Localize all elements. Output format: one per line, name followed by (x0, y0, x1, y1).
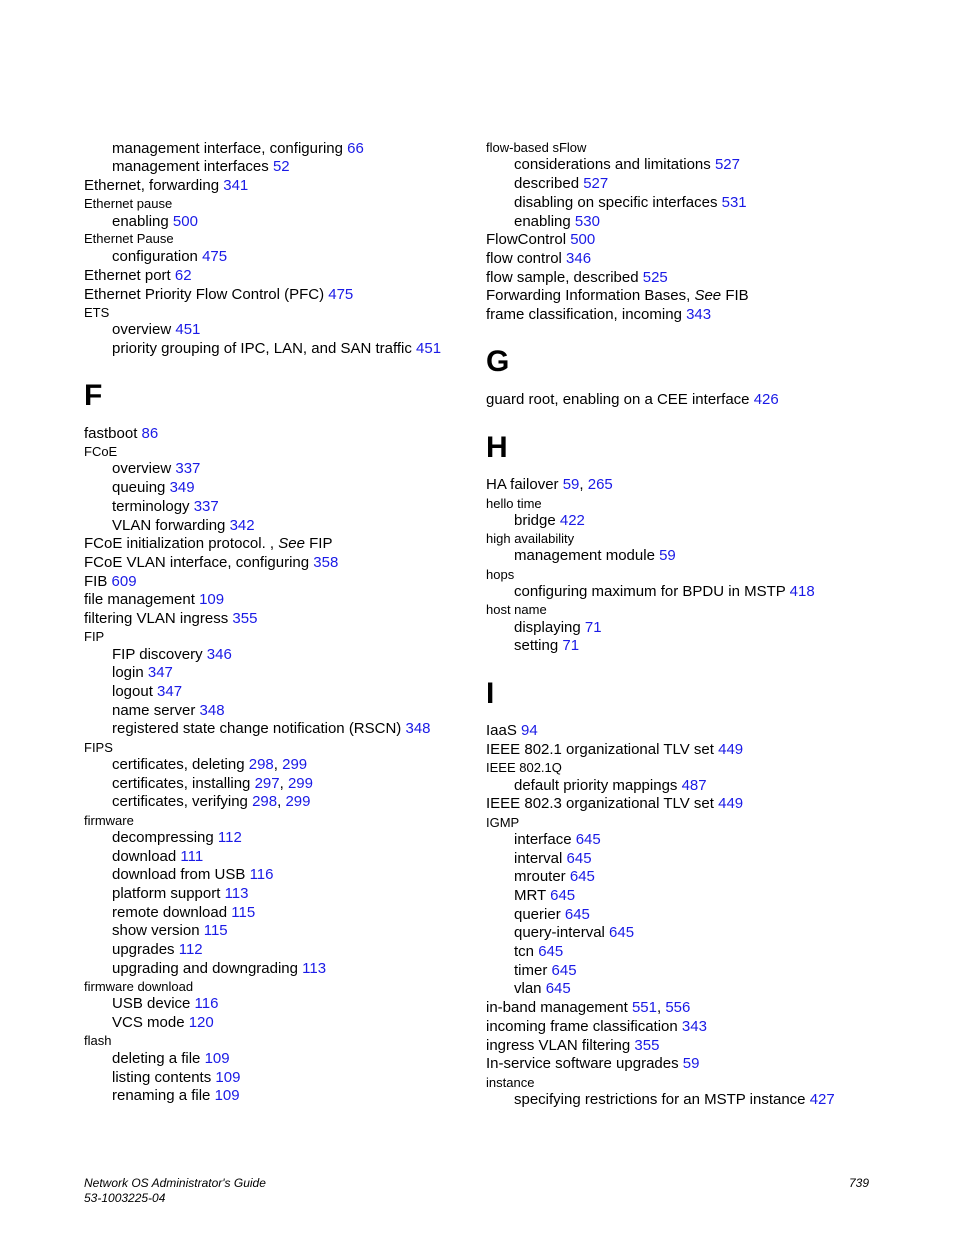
entry-term: FCoE (84, 444, 118, 459)
section-letter: I (486, 677, 495, 710)
page-link[interactable]: 298 (248, 756, 274, 773)
index-subentry (112, 213, 198, 231)
page-link[interactable]: 475 (328, 286, 354, 303)
index-heading (486, 602, 547, 618)
entry-term: ingress VLAN filtering (486, 1037, 631, 1054)
index-subentry (514, 906, 590, 924)
index-heading (84, 629, 104, 645)
entry-term: mrouter (514, 868, 566, 885)
index-subentry (514, 175, 608, 193)
page-link[interactable]: 556 (665, 999, 691, 1016)
page-link[interactable]: 66 (347, 140, 364, 157)
page-link[interactable]: 52 (272, 158, 290, 175)
entry-term: download (112, 848, 177, 865)
index-subentry (514, 213, 600, 231)
page-link[interactable]: 609 (111, 573, 137, 590)
entry-term: instance (486, 1075, 535, 1090)
entry-term: Forwarding Information Bases, (486, 287, 691, 304)
index-entry (84, 267, 192, 285)
page-link[interactable]: 475 (202, 248, 228, 265)
page-link[interactable]: 527 (583, 175, 609, 192)
entry-term: certificates, deleting (112, 756, 245, 773)
page-link[interactable]: 347 (157, 683, 183, 700)
index-subentry (514, 980, 571, 998)
page-link[interactable]: 297 (254, 775, 280, 792)
footer-guide-title: Network OS Administrator's Guide (84, 1176, 266, 1190)
index-subentry (514, 583, 815, 601)
page-link[interactable]: 348 (199, 702, 225, 719)
entry-term: displaying (514, 619, 581, 636)
footer-doc-number: 53-1003225-04 (84, 1191, 166, 1205)
entry-term: guard root, enabling on a CEE interface (486, 391, 750, 408)
page-link[interactable]: 355 (634, 1037, 660, 1054)
page-link[interactable]: 109 (214, 1087, 240, 1104)
index-subentry (514, 887, 575, 905)
page-link[interactable]: 551 (631, 999, 657, 1016)
entry-term: FIB (84, 573, 108, 590)
entry-term: download from USB (112, 866, 246, 883)
entry-term: tcn (514, 943, 535, 960)
page-link[interactable]: 299 (287, 775, 313, 792)
index-heading (486, 1075, 534, 1091)
entry-term: ETS (84, 305, 110, 320)
page-link[interactable]: 299 (285, 793, 311, 810)
section-letter: H (486, 431, 508, 464)
index-subentry (112, 321, 200, 339)
entry-term: hops (486, 567, 515, 582)
entry-term: MRT (514, 887, 546, 904)
page-link[interactable]: 348 (405, 720, 431, 737)
page-link[interactable]: 109 (199, 591, 225, 608)
index-subentry (112, 1069, 240, 1087)
index-subentry (112, 140, 364, 158)
index-subentry (514, 777, 707, 795)
index-subentry: certificates, deleting 298, 299 (112, 756, 308, 773)
index-subentry (514, 512, 585, 530)
page-link[interactable]: 527 (714, 156, 740, 173)
page-link[interactable]: 449 (718, 795, 744, 812)
index-subentry (112, 498, 219, 516)
entry-term: firmware download (84, 979, 194, 994)
page-link[interactable]: 426 (753, 391, 779, 408)
index-entry (486, 287, 749, 305)
section-letter: G (486, 345, 510, 378)
index-subentry (514, 831, 601, 849)
index-heading (84, 813, 134, 829)
page-link[interactable]: 337 (193, 498, 219, 515)
page-link[interactable]: 342 (229, 517, 255, 534)
entry-term: fastboot (84, 425, 138, 442)
page-link[interactable]: 355 (232, 610, 258, 627)
index-subentry (112, 517, 255, 535)
index-entry (84, 554, 338, 572)
index-subentry (112, 158, 290, 176)
index-entry: in-band management 551, 556 (486, 999, 691, 1016)
index-heading (84, 444, 117, 460)
see-reference: See (694, 287, 722, 304)
page-link[interactable]: 298 (252, 793, 278, 810)
index-subentry (514, 619, 602, 637)
index-subentry (112, 683, 182, 701)
index-subentry (112, 1050, 230, 1068)
index-subentry (112, 866, 274, 884)
entry-term: renaming a file (112, 1087, 211, 1104)
entry-term: In-service software upgrades (486, 1055, 679, 1072)
index-subentry (514, 850, 592, 868)
index-subentry (514, 962, 577, 980)
see-target: FIP (309, 535, 333, 552)
index-subentry (514, 868, 595, 886)
entry-term: management module (514, 547, 655, 564)
index-entry (84, 177, 248, 195)
entry-term: flow control (486, 250, 562, 267)
entry-term: firmware (84, 813, 134, 828)
index-subentry (112, 829, 242, 847)
page-link[interactable]: 71 (562, 637, 580, 654)
page-link[interactable]: 120 (188, 1014, 214, 1031)
page-link[interactable]: 525 (642, 269, 668, 286)
index-entry (84, 591, 224, 609)
index-subentry (112, 340, 441, 358)
page-link[interactable]: 451 (175, 321, 201, 338)
page-link[interactable]: 451 (416, 340, 442, 357)
index-entry (486, 1018, 707, 1036)
index-entry: HA failover 59, 265 (486, 476, 613, 493)
entry-term: considerations and limitations (514, 156, 711, 173)
entry-term: flow-based sFlow (486, 140, 587, 155)
page-link[interactable]: 337 (175, 460, 201, 477)
page-link[interactable]: 422 (559, 512, 585, 529)
page-link[interactable]: 645 (569, 868, 595, 885)
entry-term: priority grouping of IPC, LAN, and SAN traffic (112, 340, 412, 357)
entry-term: FIPS (84, 740, 113, 755)
page-link[interactable]: 116 (249, 866, 274, 883)
entry-term: IEEE 802.1 organizational TLV set (486, 741, 714, 758)
index-subentry (112, 995, 218, 1013)
index-entry (486, 741, 743, 759)
page-link[interactable]: 418 (789, 583, 815, 600)
page-link[interactable]: 59 (682, 1055, 700, 1072)
entry-term: decompressing (112, 829, 214, 846)
page-link[interactable]: 112 (178, 941, 203, 958)
page-link[interactable]: 645 (566, 850, 592, 867)
entry-term: bridge (514, 512, 556, 529)
page-link[interactable]: 645 (550, 887, 576, 904)
page-link[interactable]: 86 (141, 425, 159, 442)
index-entry (486, 1055, 699, 1073)
index-entry (84, 535, 332, 553)
entry-term: queuing (112, 479, 166, 496)
index-heading (486, 531, 574, 547)
index-subentry (514, 156, 740, 174)
entry-term: platform support (112, 885, 221, 902)
entry-term: enabling (514, 213, 571, 230)
index-subentry (112, 922, 228, 940)
page-link[interactable]: 645 (545, 980, 571, 997)
page-link[interactable]: 116 (194, 995, 219, 1012)
entry-term: Ethernet pause (84, 196, 173, 211)
index-subentry (112, 479, 195, 497)
entry-term: flash (84, 1033, 112, 1048)
index-heading (486, 815, 519, 831)
index-entry (486, 1037, 659, 1055)
index-subentry: certificates, verifying 298, 299 (112, 793, 311, 810)
index-subentry (112, 664, 173, 682)
index-heading (84, 231, 174, 247)
entry-term: FlowControl (486, 231, 567, 248)
entry-term: certificates, verifying (112, 793, 248, 810)
page-link[interactable]: 115 (203, 922, 228, 939)
entry-term: configuration (112, 248, 198, 265)
index-subentry (112, 720, 431, 738)
entry-term: FCoE initialization protocol. , (84, 535, 275, 552)
index-heading (486, 760, 562, 776)
index-subentry: certificates, installing 297, 299 (112, 775, 313, 792)
page-link[interactable]: 427 (809, 1091, 835, 1108)
index-heading (84, 196, 172, 212)
index-subentry (112, 460, 200, 478)
entry-term: name server (112, 702, 196, 719)
entry-term: hello time (486, 496, 542, 511)
entry-term: FIP (84, 629, 105, 644)
page-link[interactable]: 111 (180, 848, 204, 865)
entry-term: VCS mode (112, 1014, 185, 1031)
entry-term: filtering VLAN ingress (84, 610, 229, 627)
entry-term: registered state change notification (RSCN) (112, 720, 402, 737)
entry-term: IEEE 802.3 organizational TLV set (486, 795, 714, 812)
entry-term: FCoE VLAN interface, configuring (84, 554, 310, 571)
entry-term: vlan (514, 980, 542, 997)
index-subentry (514, 637, 579, 655)
entry-term: USB device (112, 995, 191, 1012)
index-subentry (514, 547, 676, 565)
entry-term: disabling on specific interfaces (514, 194, 718, 211)
index-subentry (112, 885, 248, 903)
page-link[interactable]: 94 (521, 722, 538, 739)
index-entry (486, 231, 595, 249)
page-link[interactable]: 113 (302, 960, 327, 977)
index-subentry (112, 941, 203, 959)
page-link[interactable]: 358 (313, 554, 339, 571)
entry-term: upgrading and downgrading (112, 960, 298, 977)
entry-term: show version (112, 922, 200, 939)
entry-term: listing contents (112, 1069, 212, 1086)
page-link[interactable]: 645 (575, 831, 601, 848)
page-link[interactable]: 500 (570, 231, 596, 248)
entry-term: overview (112, 460, 172, 477)
index-subentry (514, 194, 747, 212)
entry-term: IaaS (486, 722, 517, 739)
page-link[interactable]: 62 (174, 267, 192, 284)
section-letter: F (84, 379, 103, 412)
page-link[interactable]: 500 (172, 213, 198, 230)
index-entry (486, 391, 779, 409)
index-subentry (112, 248, 227, 266)
entry-term: FIP discovery (112, 646, 203, 663)
index-entry (84, 573, 137, 591)
page-link[interactable]: 113 (224, 885, 249, 902)
page-link[interactable]: 487 (681, 777, 707, 794)
entry-term: deleting a file (112, 1050, 201, 1067)
index-heading (486, 496, 542, 512)
page-link[interactable]: 645 (609, 924, 635, 941)
index-heading (486, 140, 586, 156)
index-subentry (112, 904, 255, 922)
entry-term: timer (514, 962, 548, 979)
index-subentry (112, 960, 326, 978)
index-entry (84, 286, 353, 304)
page-link[interactable]: 449 (718, 741, 744, 758)
index-heading (84, 740, 113, 756)
index-entry (84, 610, 257, 628)
entry-term: flow sample, described (486, 269, 639, 286)
entry-term: VLAN forwarding (112, 517, 226, 534)
see-target: FIB (725, 287, 749, 304)
entry-term: terminology (112, 498, 190, 515)
entry-term: frame classification, incoming (486, 306, 682, 323)
page-link[interactable]: 112 (217, 829, 242, 846)
entry-term: host name (486, 602, 547, 617)
index-subentry (112, 848, 203, 866)
entry-term: query-interval (514, 924, 605, 941)
entry-term: HA failover (486, 476, 559, 493)
entry-term: default priority mappings (514, 777, 678, 794)
entry-term: Ethernet, forwarding (84, 177, 220, 194)
entry-term: upgrades (112, 941, 175, 958)
entry-term: in-band management (486, 999, 628, 1016)
entry-term: Ethernet Priority Flow Control (PFC) (84, 286, 325, 303)
page-link[interactable]: 343 (681, 1018, 707, 1035)
page-link[interactable]: 347 (147, 664, 173, 681)
index-subentry (514, 924, 634, 942)
entry-term: interface (514, 831, 572, 848)
index-heading (486, 567, 514, 583)
entry-term: management interface, configuring (112, 140, 343, 157)
page-link[interactable]: 109 (204, 1050, 230, 1067)
entry-term: querier (514, 906, 561, 923)
entry-term: certificates, installing (112, 775, 251, 792)
entry-term: specifying restrictions for an MSTP instance (514, 1091, 806, 1108)
page-link[interactable]: 530 (574, 213, 600, 230)
entry-term: configuring maximum for BPDU in MSTP (514, 583, 786, 600)
entry-term: logout (112, 683, 153, 700)
page-link[interactable]: 341 (223, 177, 249, 194)
page-link[interactable]: 71 (584, 619, 602, 636)
index-heading (84, 979, 193, 995)
page-link[interactable]: 346 (566, 250, 592, 267)
entry-term: management interfaces (112, 158, 269, 175)
index-entry (486, 250, 591, 268)
entry-term: Ethernet Pause (84, 231, 174, 246)
page-link[interactable]: 645 (538, 943, 564, 960)
entry-term: interval (514, 850, 563, 867)
page-link[interactable]: 645 (551, 962, 577, 979)
index-subentry (112, 646, 232, 664)
page-link[interactable]: 349 (169, 479, 195, 496)
entry-term: IGMP (486, 815, 520, 830)
index-subentry (112, 1087, 240, 1105)
page-link[interactable]: 115 (231, 904, 256, 921)
entry-term: Ethernet port (84, 267, 171, 284)
page-link[interactable]: 645 (564, 906, 590, 923)
index-entry (486, 306, 711, 324)
see-reference: See (278, 535, 305, 552)
entry-term: enabling (112, 213, 169, 230)
page-link[interactable]: 59 (659, 547, 676, 564)
index-subentry (112, 1014, 214, 1032)
entry-term: remote download (112, 904, 228, 921)
page-link[interactable]: 531 (721, 194, 747, 211)
index-entry (486, 795, 743, 813)
index-entry (486, 722, 538, 740)
index-entry (486, 269, 668, 287)
index-subentry (514, 1091, 835, 1109)
index-entry (84, 425, 158, 443)
index-subentry (514, 943, 563, 961)
entry-term: overview (112, 321, 172, 338)
page-link[interactable]: 346 (206, 646, 232, 663)
page-link[interactable]: 299 (282, 756, 308, 773)
entry-term: file management (84, 591, 195, 608)
index-subentry (112, 702, 225, 720)
page-link[interactable]: 343 (686, 306, 712, 323)
entry-term: setting (514, 637, 559, 654)
page-link[interactable]: 109 (215, 1069, 241, 1086)
footer-page-number: 739 (849, 1176, 870, 1190)
page-link[interactable]: 59 (562, 476, 580, 493)
entry-term: described (514, 175, 580, 192)
entry-term: login (112, 664, 144, 681)
entry-term: incoming frame classification (486, 1018, 678, 1035)
index-heading (84, 305, 109, 321)
entry-term: IEEE 802.1Q (486, 760, 562, 775)
index-heading (84, 1033, 111, 1049)
page-link[interactable]: 265 (587, 476, 613, 493)
entry-term: high availability (486, 531, 575, 546)
